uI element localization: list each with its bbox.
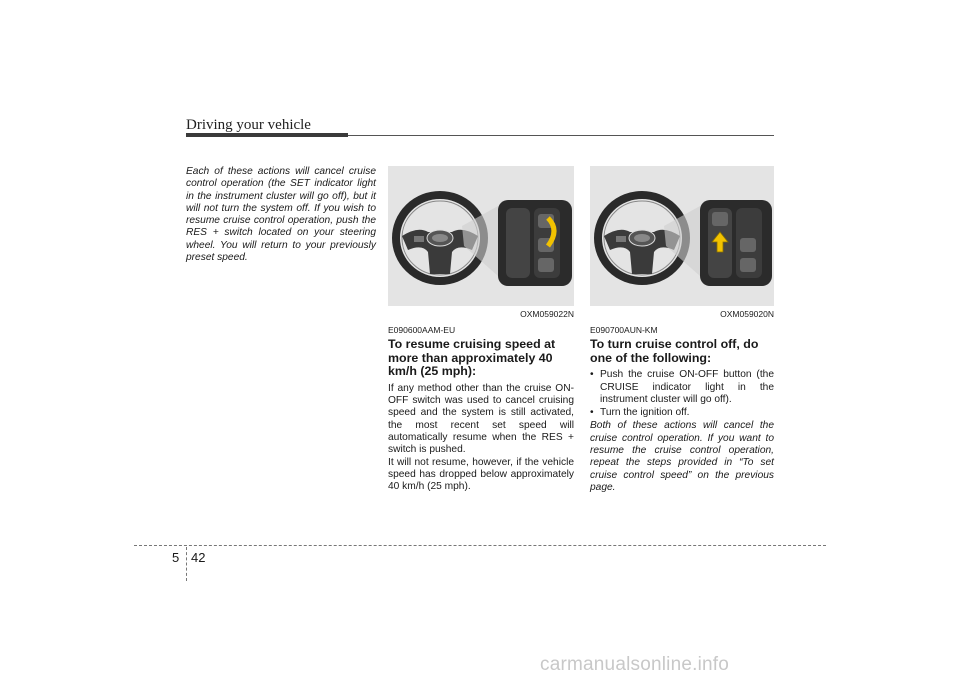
header-rule-thin <box>348 135 774 136</box>
section-number: 5 <box>172 550 180 565</box>
reference-code: E090600AAM-EU <box>388 325 456 335</box>
footer-rule <box>134 545 826 546</box>
section-heading-off: To turn cruise control off, do one of the following: <box>590 337 759 365</box>
list-item: • Push the cruise ON-OFF button (the CRUISE indicator light in the instrument cluster will go off). <box>590 369 774 406</box>
off-note-paragraph: Both of these actions will cancel the cruise control operation. If you want to resume the cruise control operation, repeat the steps provided in “To set cruise control speed” on the previous page. <box>590 420 774 493</box>
resume-paragraph-2: It will not resume, however, if the vehicle speed has dropped below approximately 40 km/h (25 mph). <box>388 456 574 493</box>
column-left <box>186 166 376 264</box>
watermark: carmanualsonline.info <box>540 654 730 675</box>
footer-divider <box>186 547 187 581</box>
cancel-note-paragraph: Each of these actions will cancel cruise control operation (the SET indicator light in the instrument cluster will go off), but it will not turn the system off. If you wish to resume cruise control operation, push the RES + switch located on your steering wheel. You will return to your previously preset speed. <box>186 166 376 264</box>
list-item: • Turn the ignition off. <box>590 407 774 419</box>
page-number: 42 <box>191 550 206 565</box>
header-rule-thick <box>186 133 348 137</box>
column-right <box>590 166 774 494</box>
reference-code: E090700AUN-KM <box>590 325 658 335</box>
section-heading-resume: To resume cruising speed at more than approximately 40 km/h (25 mph): <box>388 337 556 379</box>
column-middle <box>388 166 574 493</box>
steering-wheel-figure-off <box>590 166 774 306</box>
figure-code: OXM059020N <box>720 309 774 319</box>
steering-wheel-figure-resume <box>388 166 574 306</box>
resume-paragraph-1: If any method other than the cruise ON-OFF switch was used to cancel cruising speed and the system is still activated, the most recent set speed will automatically resume when the RES + switch is pushed. <box>388 382 574 456</box>
page-header-title: Driving your vehicle <box>186 117 311 133</box>
steering-wheel-illustration <box>590 166 774 306</box>
figure-code: OXM059022N <box>520 309 574 319</box>
steering-wheel-illustration <box>388 166 574 306</box>
off-steps-list <box>590 369 774 419</box>
